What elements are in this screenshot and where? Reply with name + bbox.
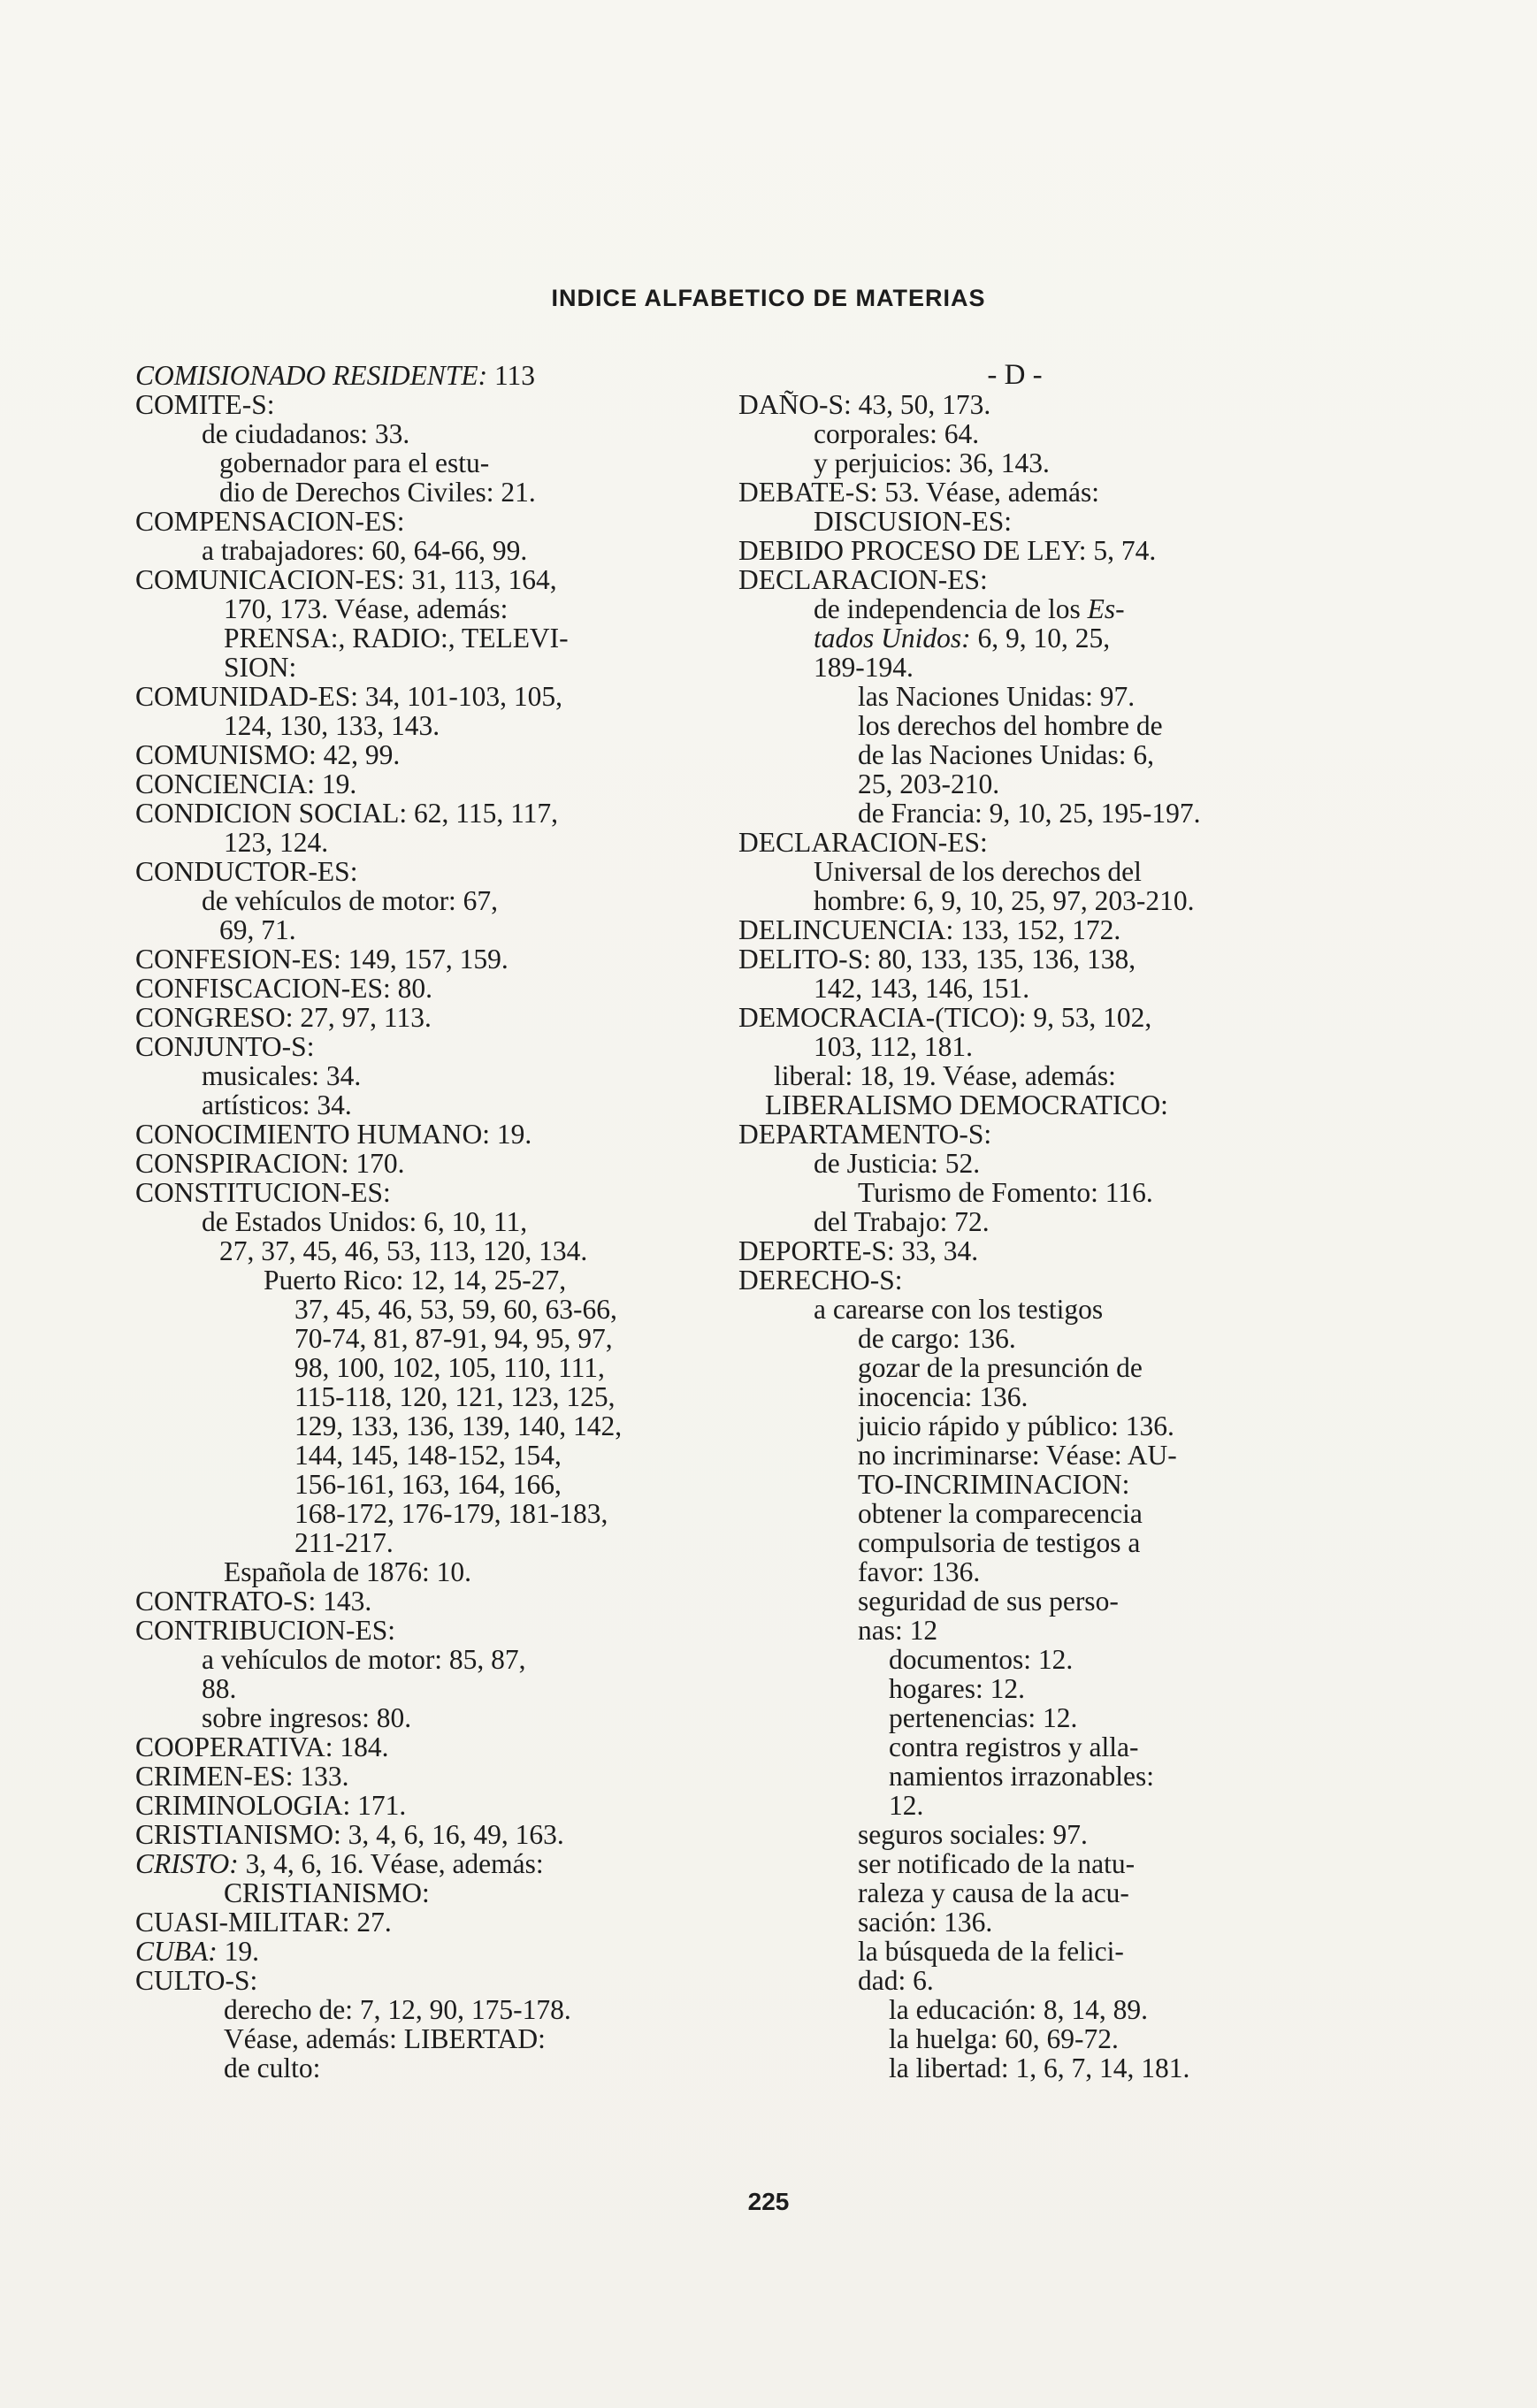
index-entry: pertenencias: 12.	[889, 1702, 1078, 1733]
index-entry: Española de 1876: 10.	[224, 1556, 471, 1587]
index-entry: a vehículos de motor: 85, 87,	[202, 1644, 526, 1675]
left-column	[135, 361, 692, 2083]
index-entry: y perjuicios: 36, 143.	[814, 447, 1050, 478]
page-header: INDICE ALFABETICO DE MATERIAS	[551, 285, 986, 311]
index-entry: 129, 133, 136, 139, 140, 142,	[294, 1410, 623, 1441]
index-entry: COMPENSACION-ES:	[135, 506, 405, 537]
index-entry: documentos: 12.	[889, 1644, 1074, 1675]
index-entry: de culto:	[224, 2053, 321, 2083]
index-entry: contra registros y alla-	[889, 1731, 1139, 1762]
index-entry: del Trabajo: 72.	[814, 1206, 990, 1237]
index-entry: 211-217.	[294, 1527, 394, 1558]
index-entry: Puerto Rico: 12, 14, 25-27,	[264, 1265, 567, 1296]
index-entry: COMUNICACION-ES: 31, 113, 164,	[135, 564, 557, 595]
index-entry: de cargo: 136.	[858, 1323, 1016, 1354]
index-entry: sobre ingresos: 80.	[202, 1702, 412, 1733]
index-entry: nas: 12	[858, 1615, 938, 1646]
index-entry: DEPORTE-S: 33, 34.	[738, 1235, 979, 1266]
index-entry: CONTRATO-S: 143.	[135, 1586, 372, 1617]
index-entry: obtener la comparecencia	[858, 1498, 1143, 1529]
index-entry: DELITO-S: 80, 133, 135, 136, 138,	[738, 944, 1136, 975]
index-entry: 69, 71.	[219, 914, 296, 945]
index-entry: seguros sociales: 97.	[858, 1819, 1088, 1850]
index-entry: 70-74, 81, 87-91, 94, 95, 97,	[294, 1323, 613, 1354]
index-entry: DECLARACION-ES:	[738, 564, 988, 595]
index-entry: 98, 100, 102, 105, 110, 111,	[294, 1352, 605, 1383]
index-entry: CONSPIRACION: 170.	[135, 1148, 405, 1179]
index-entry: no incriminarse: Véase: AU-	[858, 1440, 1177, 1471]
index-entry: seguridad de sus perso-	[858, 1586, 1119, 1617]
index-entry: gobernador para el estu-	[219, 447, 490, 478]
index-entry: namientos irrazonables:	[889, 1761, 1155, 1792]
index-entry: CUASI-MILITAR: 27.	[135, 1907, 392, 1938]
index-entry: COMUNIDAD-ES: 34, 101-103, 105,	[135, 681, 562, 712]
index-entry: hogares: 12.	[889, 1673, 1025, 1704]
index-entry: de ciudadanos: 33.	[202, 418, 410, 449]
index-entry: hombre: 6, 9, 10, 25, 97, 203-210.	[814, 885, 1195, 916]
index-entry: compulsoria de testigos a	[858, 1527, 1141, 1558]
index-entry: DEBATE-S: 53. Véase, además:	[738, 477, 1099, 508]
index-entry: artísticos: 34.	[202, 1089, 352, 1120]
index-entry: los derechos del hombre de	[858, 710, 1163, 741]
index-entry: CULTO-S:	[135, 1965, 258, 1996]
index-entry: la educación: 8, 14, 89.	[889, 1994, 1149, 2025]
index-entry: de independencia de los Es-	[814, 593, 1125, 624]
index-entry: CONDICION SOCIAL: 62, 115, 117,	[135, 798, 559, 829]
index-entry: DEMOCRACIA-(TICO): 9, 53, 102,	[738, 1002, 1152, 1033]
index-entry: las Naciones Unidas: 97.	[858, 681, 1136, 712]
index-entry: la huelga: 60, 69-72.	[889, 2023, 1119, 2054]
index-entry: 189-194.	[814, 652, 914, 683]
index-entry: 124, 130, 133, 143.	[224, 710, 440, 741]
index-entry: de Francia: 9, 10, 25, 195-197.	[858, 798, 1201, 829]
index-entry: Universal de los derechos del	[814, 856, 1142, 887]
index-entry: a carearse con los testigos	[814, 1294, 1104, 1325]
index-entry: tados Unidos: 6, 9, 10, 25,	[814, 623, 1111, 654]
index-entry: PRENSA:, RADIO:, TELEVI-	[224, 623, 569, 654]
index-entry: 115-118, 120, 121, 123, 125,	[294, 1381, 616, 1412]
index-entry: CUBA: 19.	[135, 1936, 259, 1967]
index-entry: CONDUCTOR-ES:	[135, 856, 358, 887]
index-entry: CONCIENCIA: 19.	[135, 768, 357, 799]
index-entry: 156-161, 163, 164, 166,	[294, 1469, 562, 1500]
index-entry: CRIMINOLOGIA: 171.	[135, 1790, 407, 1821]
index-entry: 123, 124.	[224, 827, 329, 858]
index-entry: COOPERATIVA: 184.	[135, 1731, 389, 1762]
index-entry: corporales: 64.	[814, 418, 980, 449]
index-entry: favor: 136.	[858, 1556, 981, 1587]
index-entry: 103, 112, 181.	[814, 1031, 973, 1062]
index-entry: derecho de: 7, 12, 90, 175-178.	[224, 1994, 571, 2025]
index-entry: gozar de la presunción de	[858, 1352, 1143, 1383]
index-entry: CONTRIBUCION-ES:	[135, 1615, 396, 1646]
index-entry: CONFESION-ES: 149, 157, 159.	[135, 944, 509, 975]
index-entry: TO-INCRIMINACION:	[858, 1469, 1130, 1500]
index-entry: 170, 173. Véase, además:	[224, 593, 509, 624]
index-entry: juicio rápido y público: 136.	[858, 1410, 1174, 1441]
index-entry: COMUNISMO: 42, 99.	[135, 739, 401, 770]
index-entry: 37, 45, 46, 53, 59, 60, 63-66,	[294, 1294, 617, 1325]
index-entry: SION:	[224, 652, 297, 683]
index-entry: 88.	[202, 1673, 237, 1704]
index-entry: la búsqueda de la felici-	[858, 1936, 1124, 1967]
index-entry: DAÑO-S: 43, 50, 173.	[738, 389, 991, 420]
index-entry: inocencia: 136.	[858, 1381, 1028, 1412]
index-entry: de las Naciones Unidas: 6,	[858, 739, 1155, 770]
index-entry: DECLARACION-ES:	[738, 827, 988, 858]
index-entry: de Justicia: 52.	[814, 1148, 981, 1179]
index-entry: liberal: 18, 19. Véase, además:	[774, 1060, 1116, 1091]
index-entry: ser notificado de la natu-	[858, 1848, 1136, 1879]
index-entry: 27, 37, 45, 46, 53, 113, 120, 134.	[219, 1235, 588, 1266]
index-entry: DEPARTAMENTO-S:	[738, 1119, 992, 1150]
index-entry: 25, 203-210.	[858, 768, 1000, 799]
index-entry: CRISTIANISMO: 3, 4, 6, 16, 49, 163.	[135, 1819, 564, 1850]
index-entry: DERECHO-S:	[738, 1265, 903, 1296]
index-entry: CRISTO: 3, 4, 6, 16. Véase, además:	[135, 1848, 544, 1879]
index-entry: Turismo de Fomento: 116.	[858, 1177, 1153, 1208]
index-entry: Véase, además: LIBERTAD:	[224, 2023, 546, 2054]
index-entry: musicales: 34.	[202, 1060, 362, 1091]
index-entry: COMISIONADO RESIDENTE: 113	[135, 360, 536, 391]
index-entry: - D -	[987, 359, 1043, 391]
right-column	[738, 361, 1291, 2083]
index-entry: COMITE-S:	[135, 389, 275, 420]
index-entry: CONGRESO: 27, 97, 113.	[135, 1002, 432, 1033]
index-entry: DELINCUENCIA: 133, 152, 172.	[738, 914, 1121, 945]
page-number: 225	[747, 2188, 790, 2215]
index-entry: 144, 145, 148-152, 154,	[294, 1440, 562, 1471]
index-entry: 142, 143, 146, 151.	[814, 973, 1030, 1004]
index-entry: LIBERALISMO DEMOCRATICO:	[765, 1089, 1168, 1120]
index-entry: DISCUSION-ES:	[814, 506, 1013, 537]
index-entry: CONOCIMIENTO HUMANO: 19.	[135, 1119, 532, 1150]
index-entry: 12.	[889, 1790, 924, 1821]
index-entry: CONFISCACION-ES: 80.	[135, 973, 433, 1004]
index-entry: DEBIDO PROCESO DE LEY: 5, 74.	[738, 535, 1157, 566]
index-entry: CONJUNTO-S:	[135, 1031, 315, 1062]
index-entry: a trabajadores: 60, 64-66, 99.	[202, 535, 528, 566]
index-entry: dio de Derechos Civiles: 21.	[219, 477, 536, 508]
index-entry: raleza y causa de la acu-	[858, 1877, 1129, 1908]
index-entry: sación: 136.	[858, 1907, 993, 1938]
index-entry: CONSTITUCION-ES:	[135, 1177, 391, 1208]
index-entry: la libertad: 1, 6, 7, 14, 181.	[889, 2053, 1190, 2083]
index-entry: dad: 6.	[858, 1965, 934, 1996]
index-entry: CRIMEN-ES: 133.	[135, 1761, 349, 1792]
index-entry: CRISTIANISMO:	[224, 1877, 430, 1908]
index-entry: 168-172, 176-179, 181-183,	[294, 1498, 608, 1529]
index-entry: de Estados Unidos: 6, 10, 11,	[202, 1206, 528, 1237]
index-entry: de vehículos de motor: 67,	[202, 885, 499, 916]
